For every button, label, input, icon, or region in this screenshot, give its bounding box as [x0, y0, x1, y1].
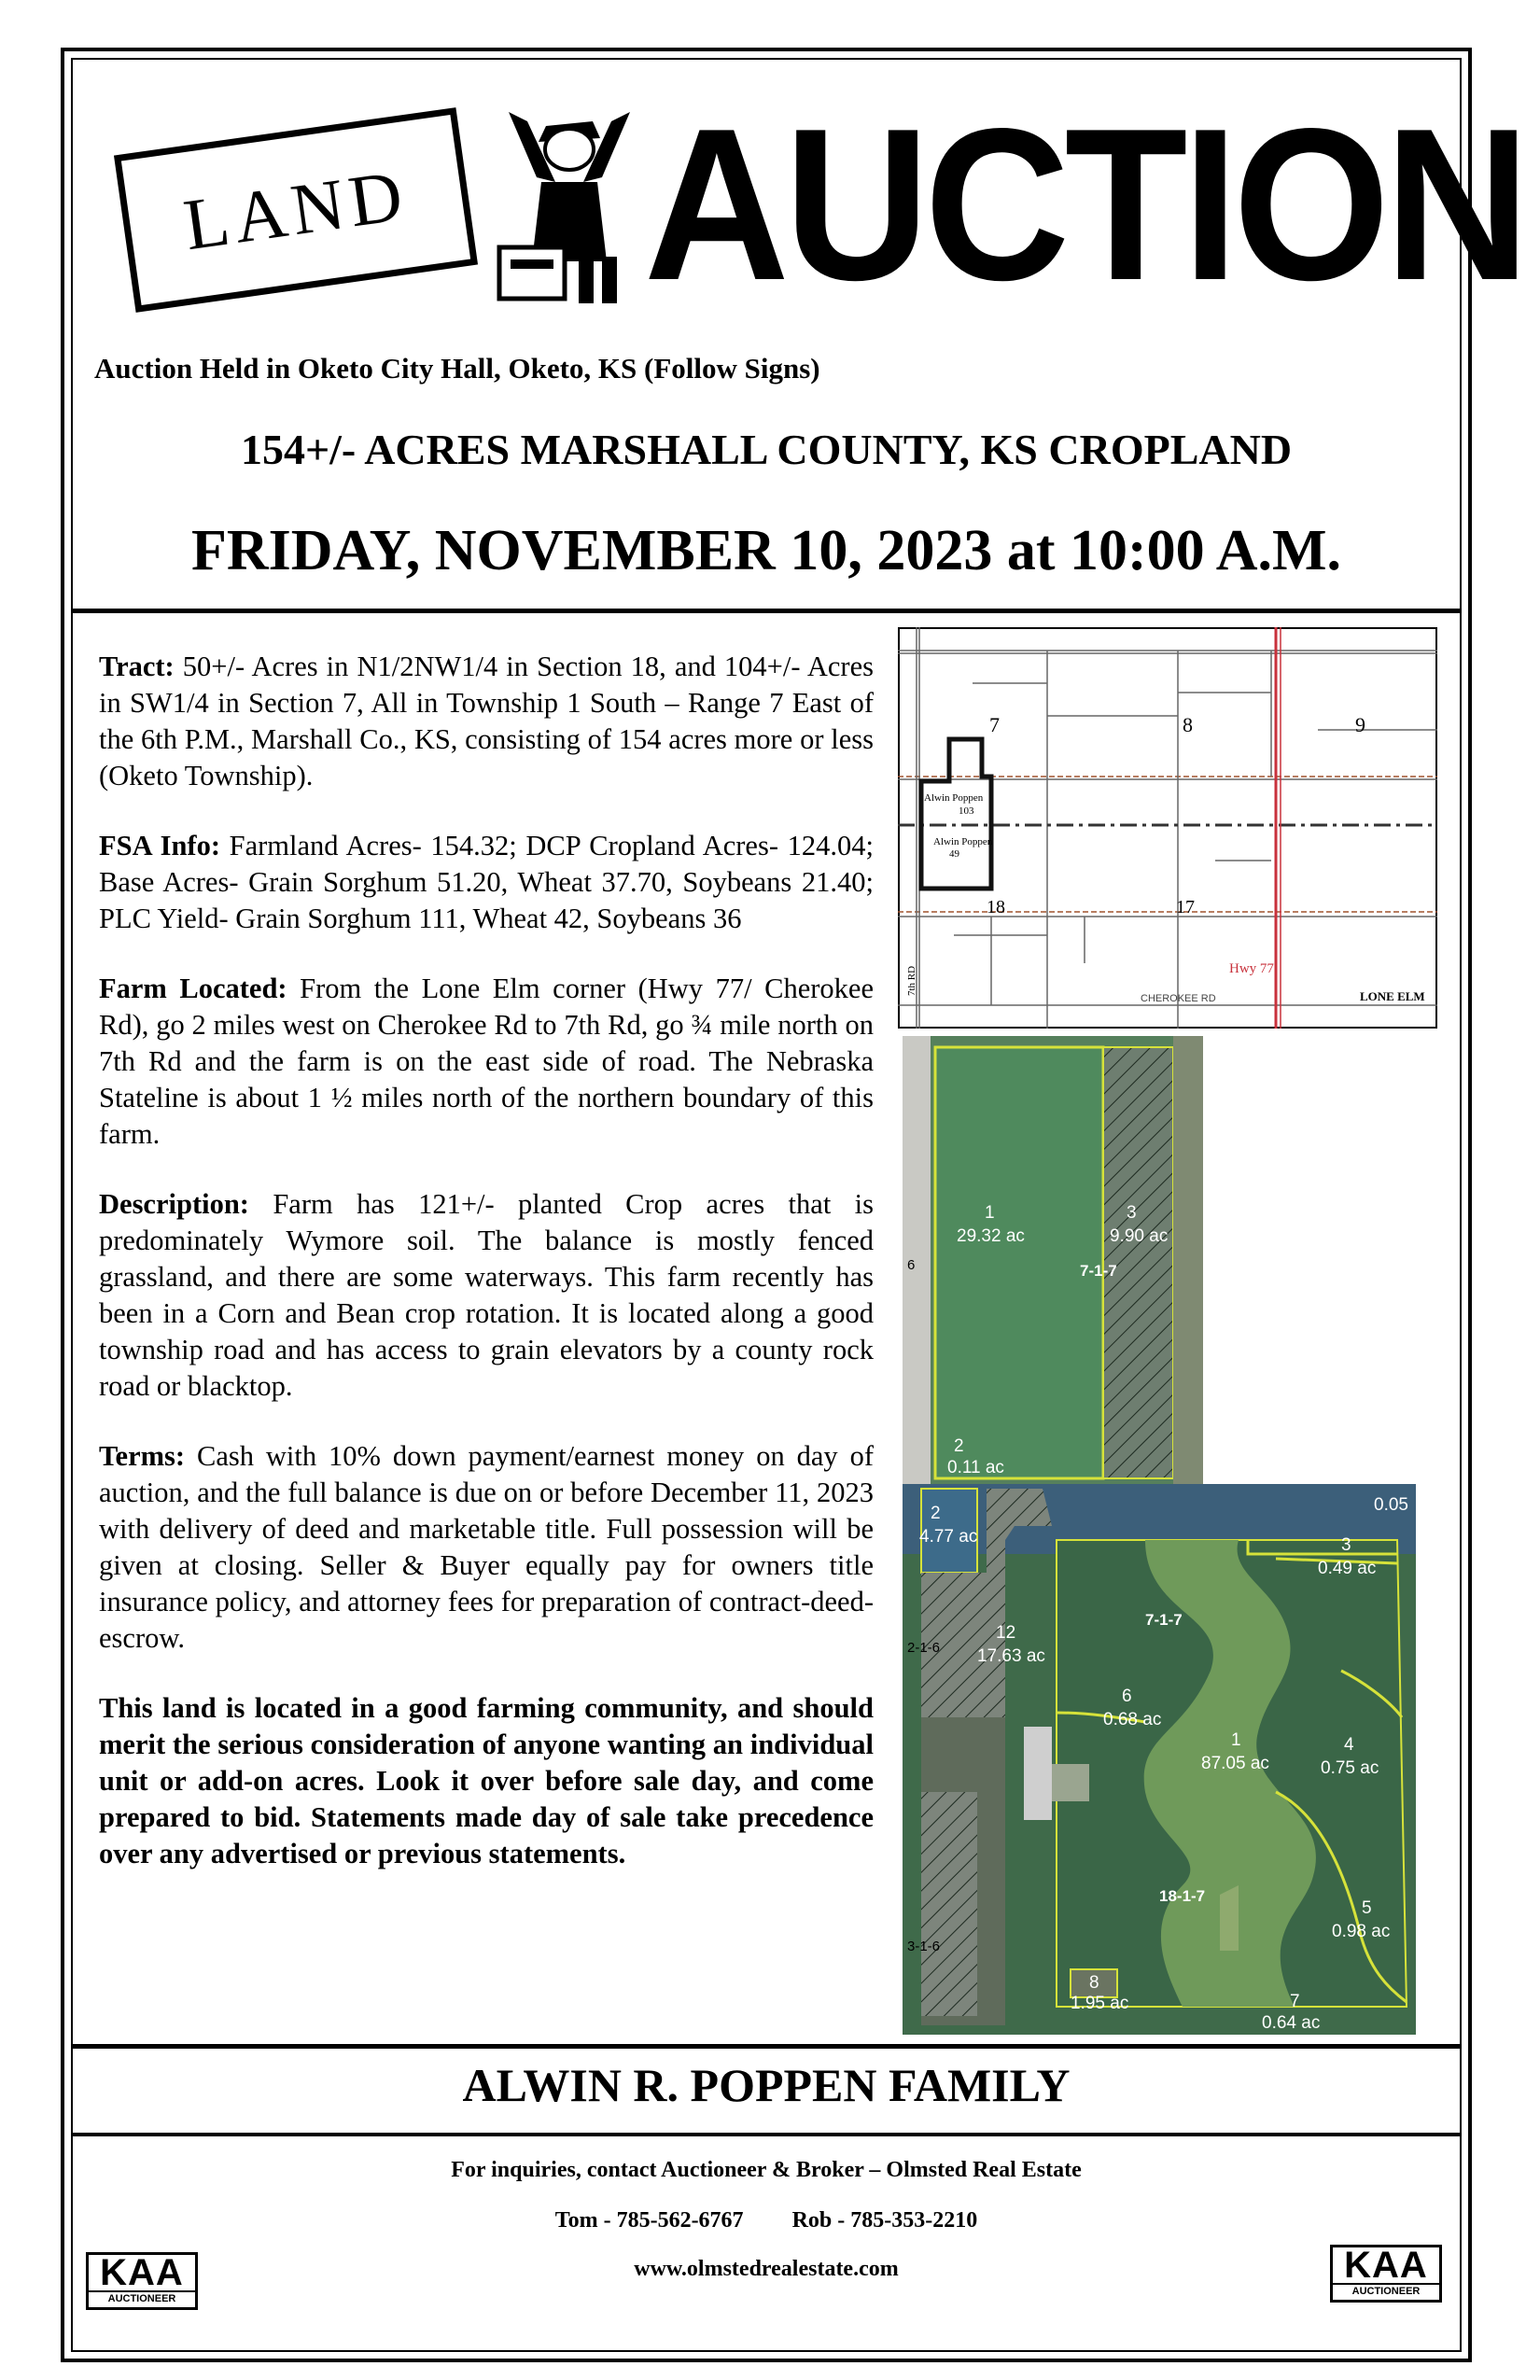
- footer-divider-top: [71, 2044, 1462, 2049]
- bottom-field-5-ac: 0.98 ac: [1332, 1922, 1391, 1941]
- description-paragraph: [99, 1186, 874, 1405]
- map-owner-2: Alwin Poppen: [933, 836, 993, 847]
- kaa-logo-left-sub: AUCTIONEER: [89, 2290, 195, 2305]
- map-road-7th: 7th RD: [906, 965, 917, 996]
- bottom-corner-ac: 0.05: [1374, 1495, 1408, 1515]
- phone-line: [71, 2208, 1462, 2233]
- kaa-logo-left-text: KAA: [100, 2252, 184, 2293]
- kaa-logo-right: [1330, 2245, 1442, 2303]
- bottom-tract-1817: 18-1-7: [1159, 1887, 1206, 1905]
- kaa-logo-right-text: KAA: [1344, 2245, 1428, 2286]
- auction-date: FRIDAY, NOVEMBER 10, 2023 at 10:00 A.M.: [190, 519, 1341, 582]
- fsa-label: FSA Info:: [99, 830, 220, 861]
- bottom-field-6-ac: 0.68 ac: [1103, 1710, 1162, 1729]
- bottom-field-8-num: 8: [1089, 1973, 1099, 1993]
- bottom-field-2-ac: 4.77 ac: [919, 1527, 978, 1547]
- bottom-field-1-num: 1: [1231, 1730, 1241, 1750]
- top-field-3-num: 3: [1127, 1203, 1137, 1223]
- bottom-field-7-num: 7: [1290, 1992, 1300, 2011]
- bottom-field-7-ac: 0.64 ac: [1262, 2013, 1321, 2033]
- bottom-field-3-num: 3: [1341, 1535, 1351, 1555]
- top-field-1-ac: 29.32 ac: [957, 1226, 1025, 1246]
- map-hwy-label: Hwy 77: [1229, 961, 1274, 976]
- bottom-field-2-num: 2: [931, 1504, 941, 1523]
- description-label: Description:: [99, 1188, 249, 1220]
- top-field-1-num: 1: [985, 1203, 995, 1223]
- map-section-18: 18: [987, 897, 1005, 917]
- auction-title: AUCTION: [644, 84, 1525, 326]
- bottom-field-6-num: 6: [1122, 1687, 1132, 1706]
- terms-label: Terms:: [99, 1440, 186, 1472]
- map-owner-acres-1: 103: [959, 805, 974, 817]
- map-road-cherokee: CHEROKEE RD: [1141, 993, 1216, 1004]
- bottom-field-5-num: 5: [1362, 1898, 1372, 1918]
- inquiries-line: For inquiries, contact Auctioneer & Broker – Olmsted Real Estate: [451, 2158, 1082, 2182]
- bottom-tract-717: 7-1-7: [1145, 1611, 1183, 1629]
- top-tract-id: 7-1-7: [1080, 1262, 1117, 1280]
- bottom-field-1-ac: 87.05 ac: [1201, 1754, 1269, 1773]
- terms-paragraph: [99, 1438, 874, 1657]
- bottom-field-3-ac: 0.49 ac: [1318, 1559, 1377, 1578]
- footer-divider-bottom: [71, 2133, 1462, 2136]
- top-edge-num: 6: [907, 1257, 916, 1273]
- located-paragraph: [99, 971, 874, 1153]
- map-owner-1: Alwin Poppen: [924, 792, 984, 804]
- top-field-2-num: 2: [954, 1436, 964, 1456]
- map-section-9: 9: [1355, 713, 1365, 736]
- closing-statement: This land is located in a good farming community, and should merit the serious consideration of anyone wanting an individual unit or add-on acres. Look it over before sale day, and come prepared to bid. Statements made day of sale take precedence over any advertised or previous statements.: [99, 1692, 874, 1869]
- aerial-photo-bottom: [903, 1484, 1416, 2035]
- fsa-paragraph: [99, 828, 874, 937]
- map-section-8: 8: [1183, 713, 1193, 736]
- bottom-tract-216: 2-1-6: [907, 1640, 941, 1656]
- auction-location: Auction Held in Oketo City Hall, Oketo, KS (Follow Signs): [94, 352, 820, 385]
- location-map: [898, 627, 1437, 1029]
- auctioneer-figure-icon: [490, 93, 649, 308]
- kaa-logo-right-sub: AUCTIONEER: [1333, 2283, 1439, 2298]
- tract-paragraph: [99, 649, 874, 794]
- top-field-3-ac: 9.90 ac: [1110, 1226, 1169, 1246]
- bottom-field-8-ac: 1.95 ac: [1071, 1994, 1129, 2013]
- bottom-field-4-num: 4: [1344, 1735, 1354, 1755]
- aerial-photo-top: [903, 1036, 1203, 1484]
- header-divider: [71, 609, 1462, 613]
- map-section-17: 17: [1176, 897, 1195, 917]
- map-section-7: 7: [989, 713, 1000, 736]
- phone-rob: Rob - 785-353-2210: [791, 2208, 978, 2233]
- phone-tom: Tom - 785-562-6767: [554, 2208, 744, 2233]
- located-text: From the Lone Elm corner (Hwy 77/ Cherokee Rd), go 2 miles west on Cherokee Rd to 7th Rd, go ¾ mile north on 7th Rd and the farm is on the east side of road. The Nebraska Stateline is about 1 ½ miles north of the northern boundary of this farm.: [99, 973, 874, 1150]
- kaa-logo-left: [86, 2252, 198, 2310]
- seller-name: ALWIN R. POPPEN FAMILY: [462, 2059, 1071, 2111]
- tract-label: Tract:: [99, 651, 175, 682]
- map-lone-elm: LONE ELM: [1360, 989, 1425, 1003]
- bottom-field-12-num: 12: [996, 1623, 1016, 1643]
- terms-text: Cash with 10% down payment/earnest money on day of auction, and the full balance is due on or before December 11, 2023 with delivery of deed and marketable title. Full possession will be given at closing. Seller & Buyer equally pay for owners title insurance policy, and attorney fees for preparation of contract-deed-escrow.: [99, 1440, 874, 1654]
- tract-text: 50+/- Acres in N1/2NW1/4 in Section 18, and 104+/- Acres in SW1/4 in Section 7, All in Township 1 South – Range 7 East of the 6th P.M., Marshall Co., KS, consisting of 154 acres more or less (Oketo Township).: [99, 651, 874, 791]
- located-label: Farm Located:: [99, 973, 287, 1004]
- land-stamp-text: LAND: [178, 153, 413, 266]
- acres-headline: 154+/- ACRES MARSHALL COUNTY, KS CROPLAND: [240, 426, 1293, 473]
- website-link[interactable]: www.olmstedrealestate.com: [634, 2257, 899, 2281]
- bottom-field-4-ac: 0.75 ac: [1321, 1758, 1379, 1778]
- fsa-text: Farmland Acres- 154.32; DCP Cropland Acres- 124.04; Base Acres- Grain Sorghum 51.20, Wheat 37.70, Soybeans 21.40; PLC Yield- Grain Sorghum 111, Wheat 42, Soybeans 36: [99, 830, 874, 934]
- description-text: Farm has 121+/- planted Crop acres that is predominately Wymore soil. The balance is mostly fenced grassland, and there are some waterways. This farm recently has been in a Corn and Bean crop rotation. It is located along a good township road and has access to grain elevators by a county rock road or blacktop.: [99, 1188, 874, 1402]
- bottom-field-12-ac: 17.63 ac: [977, 1646, 1045, 1666]
- top-field-2-ac: 0.11 ac: [947, 1458, 1004, 1477]
- map-owner-acres-2: 49: [949, 848, 959, 860]
- bottom-tract-316: 3-1-6: [907, 1939, 941, 1954]
- body-text: [99, 649, 874, 1906]
